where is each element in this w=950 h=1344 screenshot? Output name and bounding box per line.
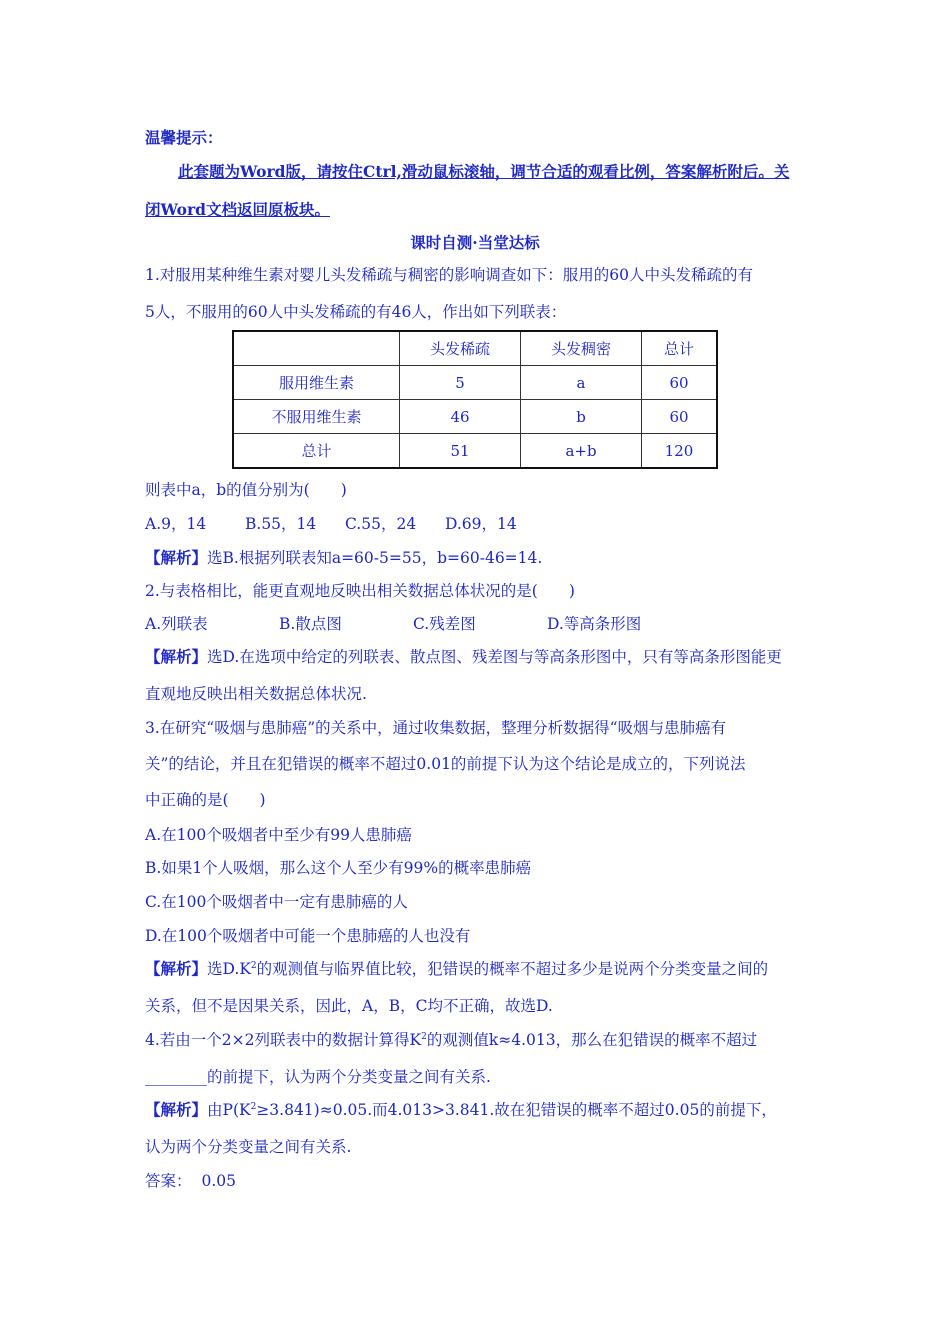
q1-line-1: 1.对服用某种维生素对婴儿头发稀疏与稠密的影响调查如下：服用的60人中头发稀疏的有 — [145, 266, 754, 284]
notice-title: 温馨提示： — [145, 128, 223, 147]
q3-line-3: 中正确的是( ) — [145, 791, 266, 809]
table-cell: a — [521, 366, 642, 400]
q4-line-1 — [145, 1030, 757, 1050]
q4-text: 4.若由一个2×2列联表中的数据计算得K — [145, 1031, 422, 1049]
q1-options — [145, 514, 517, 534]
table-cell: 总计 — [233, 434, 400, 469]
q3-option-a: A.在100个吸烟者中至少有99人患肺癌 — [145, 826, 412, 844]
q1-option-c: C.55，24 — [345, 515, 417, 533]
q3-analysis-1 — [145, 959, 768, 979]
q3-option-d: D.在100个吸烟者中可能一个患肺癌的人也没有 — [145, 927, 471, 945]
q4-analysis-2: 认为两个分类变量之间有关系. — [145, 1138, 352, 1156]
q3-analysis-2: 关系，但不是因果关系，因此，A，B，C均不正确，故选D. — [145, 997, 553, 1015]
q2-option-b: B.散点图 — [279, 615, 342, 633]
superscript: 2 — [250, 1101, 257, 1112]
q4-answer — [145, 1171, 236, 1191]
q2-option-c: C.残差图 — [413, 615, 476, 633]
q1-option-a: A.9，14 — [145, 515, 207, 533]
notice-line-2[interactable]: 闭Word文档返回原板块。 — [145, 200, 330, 219]
q3-option-b: B.如果1个人吸烟，那么这个人至少有99%的概率患肺癌 — [145, 859, 532, 877]
table-cell — [233, 331, 400, 366]
table-cell: 60 — [642, 366, 718, 400]
superscript: 2 — [421, 1031, 427, 1042]
table-cell: 120 — [642, 434, 718, 469]
answer-value: 0.05 — [201, 1172, 237, 1190]
table-cell: 60 — [642, 400, 718, 434]
q1-question: 则表中a，b的值分别为( ) — [145, 481, 347, 499]
superscript: 2 — [250, 960, 257, 971]
section-heading: 课时自测·当堂达标 — [410, 233, 540, 252]
table-cell: a+b — [521, 434, 642, 469]
analysis-text: 的观测值与临界值比较，犯错误的概率不超过多少是说两个分类变量之间的 — [256, 960, 769, 978]
analysis-text: 选D.在选项中给定的列联表、散点图、残差图与等高条形图中，只有等高条形图能更 — [207, 648, 782, 666]
analysis-text: ≥3.841)≈0.05.而4.013>3.841.故在犯错误的概率不超过0.05的前提下， — [256, 1101, 777, 1119]
table-row — [233, 366, 717, 400]
notice-line-1[interactable]: 此套题为Word版，请按住Ctrl,滑动鼠标滚轴，调节合适的观看比例，答案解析附后。关 — [178, 162, 790, 181]
table-cell: 服用维生素 — [233, 366, 400, 400]
q2-option-a: A.列联表 — [145, 615, 208, 633]
q2-option-d: D.等高条形图 — [547, 615, 642, 633]
q4-text: 的观测值k≈4.013，那么在犯错误的概率不超过 — [426, 1031, 758, 1049]
table-row — [233, 400, 717, 434]
analysis-label: 【解析】 — [145, 548, 208, 567]
q2-analysis-1 — [145, 647, 782, 667]
q2-options — [145, 614, 641, 634]
analysis-label: 【解析】 — [145, 1100, 208, 1119]
contingency-table — [232, 330, 718, 469]
q3-line-1: 3.在研究“吸烟与患肺癌”的关系中，通过收集数据，整理分析数据得“吸烟与患肺癌有 — [145, 719, 727, 737]
analysis-text: 选D.K — [207, 960, 251, 978]
table-cell: 51 — [400, 434, 521, 469]
table-row — [233, 434, 717, 469]
q1-option-b: B.55，14 — [245, 515, 317, 533]
q1-analysis — [145, 548, 542, 568]
q4-analysis-1 — [145, 1100, 777, 1120]
table-cell: 总计 — [642, 331, 718, 366]
table-cell: 5 — [400, 366, 521, 400]
table-cell: 46 — [400, 400, 521, 434]
answer-label: 答案： — [145, 1172, 192, 1190]
analysis-text: 选B.根据列联表知a=60-5=55，b=60-46=14. — [207, 549, 543, 567]
q1-line-2: 5人，不服用的60人中头发稀疏的有46人，作出如下列联表： — [145, 303, 567, 321]
q2-analysis-2: 直观地反映出相关数据总体状况. — [145, 685, 367, 703]
analysis-text: 由P(K — [207, 1101, 251, 1119]
table-header-row — [233, 331, 717, 366]
table-cell: b — [521, 400, 642, 434]
table-cell: 头发稀疏 — [400, 331, 521, 366]
analysis-label: 【解析】 — [145, 959, 208, 978]
analysis-label: 【解析】 — [145, 647, 208, 666]
q4-line-2: ________的前提下，认为两个分类变量之间有关系. — [145, 1068, 491, 1086]
q3-line-2: 关”的结论，并且在犯错误的概率不超过0.01的前提下认为这个结论是成立的，下列说法 — [145, 755, 746, 773]
q1-option-d: D.69，14 — [445, 515, 517, 533]
q2-line-1: 2.与表格相比，能更直观地反映出相关数据总体状况的是( ) — [145, 582, 575, 600]
table-cell: 不服用维生素 — [233, 400, 400, 434]
q3-option-c: C.在100个吸烟者中一定有患肺癌的人 — [145, 893, 408, 911]
table-cell: 头发稠密 — [521, 331, 642, 366]
